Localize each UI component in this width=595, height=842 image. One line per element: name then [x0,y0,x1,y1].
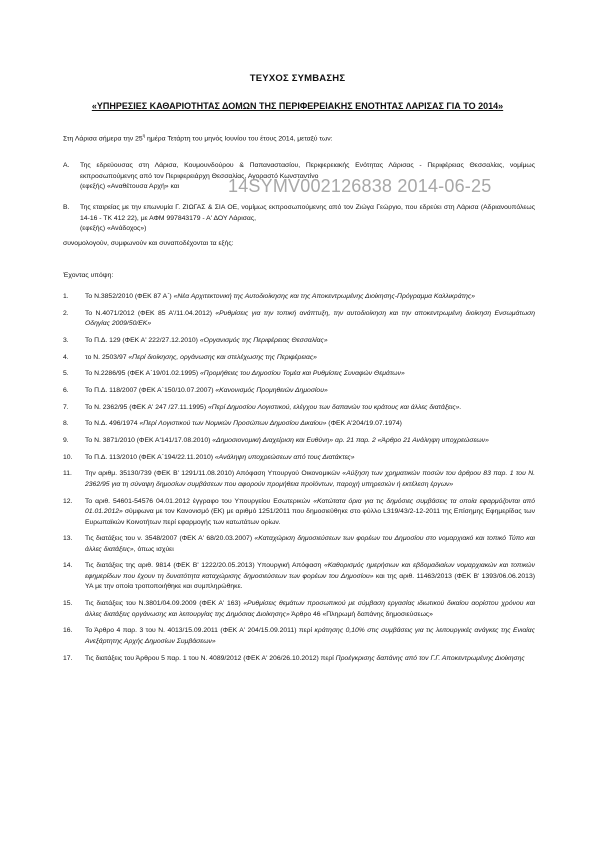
list-item-number: 11. [63,470,72,478]
considerations-heading: Έχοντας υπόψη: [63,272,114,279]
considerations-list [63,292,535,670]
list-item-title: Προέγκρισης δαπάνης από τον Γ.Γ. Αποκεντρωμένης Διοίκησης [335,654,525,662]
list-item-text: Το Π.Δ. 129 (ΦΕΚ Α' 222/27.12.2010) [85,336,200,344]
list-item-title: «Προμήθειες του Δημοσίου Τομέα και Ρυθμίσεις Συναφών Θεμάτων» [200,370,405,378]
list-item-title: «Νέα Αρχιτεκτονική της Αυτοδιοίκησης και της Αποκεντρωμένης Διοίκησης-Πρόγραμμα Καλλικράτης» [173,293,475,300]
list-item-number: 10. [63,453,73,461]
party-b-note: (εφεξής) «Ανάδοχος») [80,225,147,232]
list-item [63,292,535,303]
list-item-text: Τις διατάξεις του ν. 3548/2007 (ΦΕΚ Α' 68/20.03.2007) [85,535,255,543]
list-item-title: κράτησης 0,10% στις συμβάσεις για τις λειτουργικές ανάγκες της Ενιαίας Ανεξάρτητης Αρχής Δημοσίων Συμβάσεων» [85,627,535,645]
list-item [63,436,535,447]
intro-text-b: ημέρα Τετάρτη του μηνός Ιουνίου του έτους 2014, μεταξύ των: [145,135,333,143]
list-item-text: Το Ν.4071/2012 (ΦΕΚ 85 Α'/11.04.2012) [85,309,216,317]
contract-subject: «ΥΠΗΡΕΣΙΕΣ ΚΑΘΑΡΙΟΤΗΤΑΣ ΔΟΜΩΝ ΤΗΣ ΠΕΡΙΦΕΡΕΙΑΚΗΣ ΕΝΟΤΗΤΑΣ ΛΑΡΙΣΑΣ ΓΙΑ ΤΟ 2014» [91,101,504,111]
list-item [63,336,535,347]
list-item-title: «Δημοσιονομική Διαχείριση και Ευθύνη» αρ. 21 παρ. 2 «Άρθρο 21 Ανάληψη υποχρεώσεων» [212,437,489,444]
list-item-number: 7. [63,403,69,411]
list-item-number: 14. [63,562,73,570]
list-item-number: 12. [63,497,73,505]
list-item-title: «Κανονισμός Προμηθειών Δημοσίου» [215,386,328,394]
list-item-title: «Ρυθμίσεις για την τοπική ανάπτυξη, την αυτοδιοίκηση και την αποκεντρωμένη διοίκηση Ενσωμάτωση Οδηγίας 2009/50/ΕΚ» [85,309,535,328]
list-item [63,599,535,620]
list-item-title: «Περί Λογιστικού των Νομικών Προσώπων Δημοσίου Δικαίου» [139,420,327,428]
list-item [63,419,535,430]
party-b-text: Της εταιρείας με την επωνυμία Γ. ΖΙΩΓΑΣ & ΣΙΑ ΟΕ, νομίμως εκπροσωπούμενης από τον Ζιώγα Γεώργιο, που εδρεύει στη Λάρισα (Αδριανουπόλεως 14-16 - ΤΚ 412 22), με ΑΦΜ 997843179 - Α' ΔΟΥ Λάρισας, [80,204,535,222]
list-item [63,654,535,665]
list-item-number: 8. [63,420,69,428]
registry-watermark: 14SYMV002126838 2014-06-25 [228,176,492,196]
list-item-number: 5. [63,370,69,378]
list-item [63,353,535,364]
agreement-line: συνομολογούν, συμφωνούν και συναποδέχονται τα εξής: [63,240,234,247]
list-item-text: Το Ν.3852/2010 (ΦΕΚ 87 Α΄) [85,293,174,300]
list-item-number: 6. [63,386,69,394]
party-a-note: (εφεξής) «Αναθέτουσα Αρχή» και [80,183,180,190]
list-item-title: «Περί Δημοσίου Λογιστικού, ελέγχου των δαπανών του κράτους και άλλες διατάξεις». [207,403,462,411]
party-a-label: Α. [63,162,70,169]
list-item-title: «Αύξηση των χρηματικών ποσών του άρθρου 83 παρ. 1 του Ν. 2362/95 για τη σύναψη δημοσίων συμβάσεων που αφορούν προμήθεια προϊόντων, παροχή υπηρεσιών ή εκτέλεση έργων» [85,470,535,488]
list-item [63,561,535,593]
party-b [63,203,535,235]
list-item-title: «Περί διοίκησης, οργάνωσης και στελέχωσης της Περιφέρειας» [128,353,317,361]
list-item [63,497,535,529]
list-item-text: Τις διατάξεις του Άρθρου 5 παρ. 1 του Ν. 4089/2012 (ΦΕΚ Α' 206/26.10.2012) περί [85,654,336,662]
list-item [63,369,535,380]
list-item-number: 17. [63,654,73,662]
intro-paragraph [63,133,533,142]
list-item-text: το Ν. 2503/97 [85,353,129,361]
list-item-text: Τις διατάξεις της αριθ. 9814 (ΦΕΚ Β' 1222/20.05.2013) Υπουργική Απόφαση [85,562,324,570]
list-item-tail: και της αριθ. 11463/2013 (ΦΕΚ Β' 1393/06.06.2013) ΥΑ με την οποία τροποποιήθηκε και συμπληρώθηκε. [85,572,535,591]
list-item-text: Το Π.Δ. 113/2010 (ΦΕΚ Α΄194/22.11.2010) [85,453,215,461]
list-item-text: Το Ν. 2362/95 (ΦΕΚ Α' 247 /27.11.1995) [85,403,208,411]
list-item-number: 2. [63,309,69,317]
list-item-text: Το Ν.Δ. 496/1974 [85,420,140,428]
list-item-tail: Άρθρο 46 «Πληρωμή δαπάνης δημοσιεύσεως» [289,610,433,618]
party-a-text: Της εδρεύουσας στη Λάρισα, Κουμουνδούρου & Παπαναστασίου, Περιφερειακής Ενότητας Λάρισας - Περιφέρειας Θεσσαλίας, νομίμως εκπροσωπούμενης από τον Περιφερειάρχη Θεσσαλίας, Αγοραστό Κωνσταντίνο [80,162,535,180]
list-item-text: Το αριθ. 54601-54576 04.01.2012 έγγραφο του Υπουργείου Εσωτερικών [85,497,314,505]
list-item [63,534,535,555]
list-item-title: «Καταχώριση δημοσιεύσεων των φορέων του Δημοσίου στο νομαρχιακό και τοπικό Τύπο και άλλες διατάξεις» [85,535,535,553]
intro-superscript: η [142,133,146,138]
list-item-title: «Καθορισμός ημερήσιων και εβδομαδιαίων νομαρχιακών και τοπικών εφημερίδων που έχουν τη δυνατότητα καταχώρισης δημοσιεύσεων των φορέων του Δημοσίου» [85,562,535,580]
list-item-number: 15. [63,600,73,608]
list-item-text: Την αριθμ. 35130/739 (ΦΕΚ Β' 1291/11.08.2010) Απόφαση Υπουργού Οικονομικών [85,470,343,478]
list-item-number: 16. [63,627,73,635]
list-item-number: 3. [63,336,69,344]
list-item-title: «Ρυθμίσεις θεμάτων προσωπικού με σύμβαση εργασίας ιδιωτικού δικαίου αορίστου χρόνου και άλλες διατάξεις οργάνωσης και λειτουργίας της Δημόσιας Διοίκησης» [85,600,535,618]
list-item [63,403,535,414]
list-item [63,469,535,490]
list-item-tail: σύμφωνα με τον Κανονισμό (ΕΚ) με αριθμό 1251/2011 που δημοσιεύθηκε στο φύλλο L319/43/2-12-2011 της Επίσημης Εφημερίδας των Ευρωπαϊκών Κοινοτήτων περί εφαρμογής των κατωτάτων ορίων. [85,508,535,526]
list-item-number: 4. [63,353,69,361]
list-item-number: 9. [63,437,69,444]
party-b-label: Β. [63,204,70,211]
list-item-tail: , όπως ισχύει [133,545,174,553]
list-item [63,309,535,330]
list-item-text: Το Ν. 3871/2010 (ΦΕΚ Α'141/17.08.2010) [85,437,213,444]
list-item-number: 13. [63,535,73,543]
list-item-text: Το Π.Δ. 118/2007 (ΦΕΚ Α΄150/10.07.2007) [85,386,216,394]
list-item-title: «Ανάληψη υποχρεώσεων από τους Διατάκτες» [214,453,355,461]
list-item [63,453,535,464]
list-item-number: 1. [63,293,69,300]
list-item-title: «Κατώτατα όρια για τις δημόσιες συμβάσεις τα οποία εφαρμόζονται από 01.01.2012» [85,497,535,516]
list-item-text: Το Ν.2286/95 (ΦΕΚ Α΄19/01.02.1995) [85,370,201,378]
list-item-tail: (ΦΕΚ Α'204/19.07.1974) [326,420,402,428]
intro-text-a: Στη Λάρισα σήμερα την 25 [63,135,143,143]
list-item-text: Τις διατάξεις του Ν.3801/04.09.2009 (ΦΕΚ Α' 163) [85,600,244,608]
list-item-text: Το Άρθρο 4 παρ. 3 του Ν. 4013/15.09.2011 (ΦΕΚ Α' 204/15.09.2011) περί [85,627,315,635]
list-item [63,386,535,397]
list-item [63,626,535,647]
page-title: ΤΕΥΧΟΣ ΣΥΜΒΑΣΗΣ [249,73,346,84]
list-item-title: «Οργανισμός της Περιφέρειας Θεσσαλίας» [199,336,328,344]
